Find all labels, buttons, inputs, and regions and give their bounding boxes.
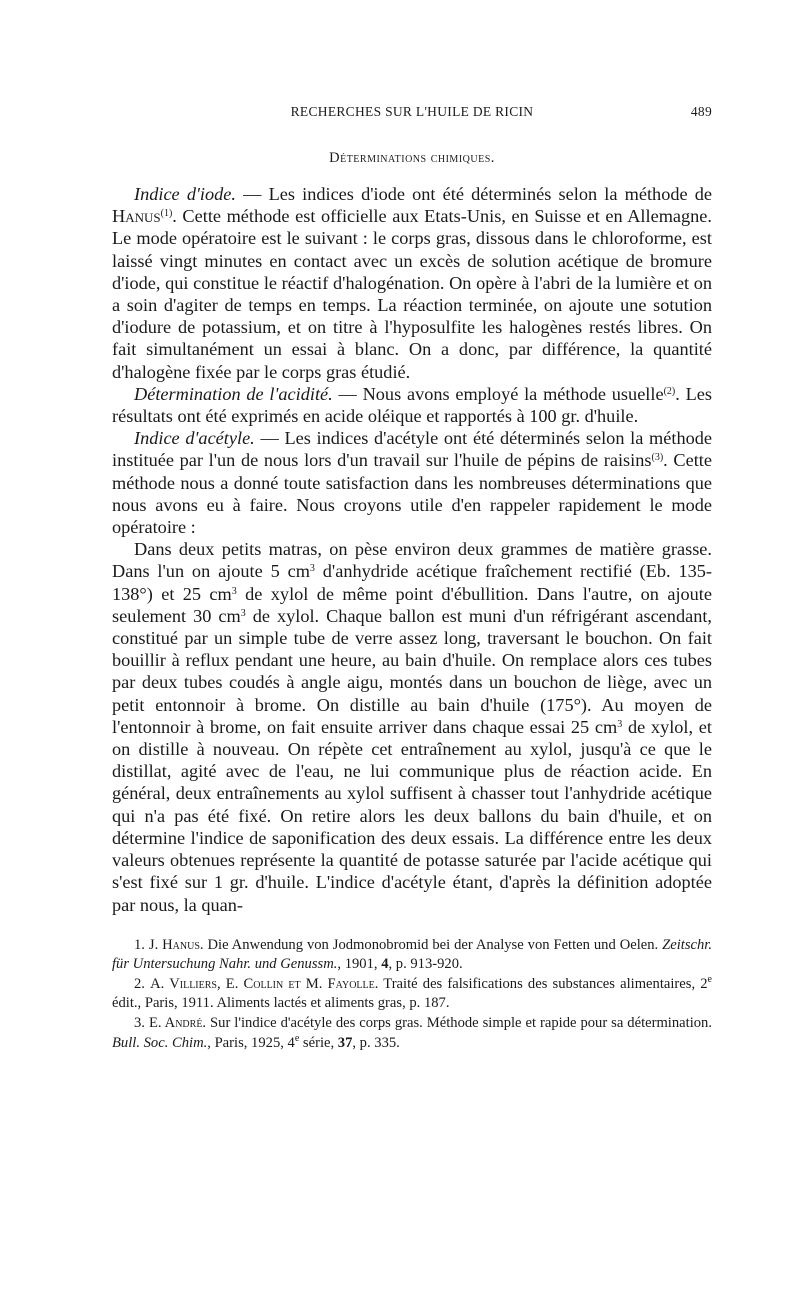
section-title: Déterminations chimiques. [329,150,495,166]
acidity-heading: Détermination de l'acidité. [134,383,333,404]
paragraph-iodine-index: Indice d'iode. — Les indices d'iode ont été déterminés selon la méthode de Hanus$^{(1)}$. Cette méthode est officielle aux Etats-Unis, en Suisse et en Allemagne. Le mode opératoire est le suivant : le corps gras, dissous dans le chloroforme, est laissé vingt minutes en contact avec un excès de solution acétique de bromure d'iode, qui constitue le réactif d'halogénation. On opère à l'abri de la lumière et on a soin d'agiter de temps en temps. La réaction terminée, on ajoute une sotution d'iodure de potassium, et on titre à l'hyposulfite les halogènes restés libres. On fait simultanément un essai à blanc. On a donc, par différence, la quantité d'halogène fixée par le corps gras étudié. [112,184,713,382]
footnote-1: 1. J. Hanus. Die Anwendung von Jodmonobromid bei der Analyse von Fetten und Oelen. Zeitschr. für Untersuchung Nahr. und Genussm., 1901, 4, p. 913-920. [112,936,712,973]
iodine-index-heading: Indice d'iode. [134,184,236,204]
footnote-ref-2: (2) [663,385,676,397]
author-hanus: Hanus [112,206,161,227]
footnotes [112,936,712,1054]
footnote-2: 2. A. Villiers, E. Collin et M. Fayolle. Traité des falsifications des substances alimentaires, 2e édit., Paris, 1911. Aliments lactés et aliments gras, p. 187. [112,973,712,1012]
running-title: RECHERCHES SUR L'HUILE DE RICIN [290,104,534,119]
footnote-3: 3. E. André. Sur l'indice d'acétyle des corps gras. Méthode simple et rapide pour sa détermination. Bull. Soc. Chim., Paris, 1925, 4e série, 37, p. 335. [112,1015,712,1051]
paragraph-procedure: Dans deux petits matras, on pèse environ deux grammes de matière grasse. Dans l'un on ajoute 5 $cm^3$ d'anhydride acétique fraîchement rectifié (Eb. 135-138°) et 25 $cm^3$ de xylol de même point d'ébullition. Dans l'autre, on ajoute seulement 30 $cm^3$ de xylol. Chaque ballon est muni d'un réfrigérant ascendant, constitué par un simple tube de verre assez long, traversant le bouchon. On fait bouillir à reflux pendant une heure, au bain d'huile. On remplace alors ces tubes par deux tubes coudés à angle aigu, montés dans un bouchon de liège, avec un petit entonnoir à brome. On distille au bain d'huile (175°). Au moyen de l'entonnoir à brome, on fait ensuite arriver dans chaque essai 25 $cm^3$ de xylol, et on distille à nouveau. On répète cet entraînement au xylol, jusqu'à ce que le distillat, agité avec de l'eau, ne lui communique plus de réaction acide. En général, deux entraînements au xylol suffisent à chasser tout l'anhydride acétique qui n'a pas été fixé. On retire alors les deux ballons du bain d'huile, et on détermine l'indice de saponification des deux essais. La différence entre les deux valeurs obtenues représente la quantité de potasse saturée par l'acide acétique qui s'est fixé sur 1 gr. d'huile. L'indice d'acétyle étant, d'après la définition adoptée par nous, la quan- [112,539,712,915]
acetyl-index-heading: Indice d'acétyle. [134,428,255,449]
running-head [112,100,712,128]
page-number: 489 [690,104,712,119]
page [112,100,712,1053]
body-text [112,183,712,916]
footnote-ref-1: (1) [160,208,173,220]
paragraph-acetyl-index: Indice d'acétyle. — Les indices d'acétyle ont été déterminés selon la méthode instituée par l'un de nous lors d'un travail sur l'huile de pépins de raisins$^{(3)}$. Cette méthode nous a donné toute satisfaction dans les nombreuses déterminations que nous avons eu à faire. Nous croyons utile d'en rappeler rapidement le mode opératoire : [112,428,712,538]
paragraph-acidity: Détermination de l'acidité. — Nous avons employé la méthode usuelle$^{(2)}$. Les résultats ont été exprimés en acide oléique et rapportés à 100 gr. d'huile. [112,383,712,427]
footnote-ref-3: (3) [651,452,664,464]
